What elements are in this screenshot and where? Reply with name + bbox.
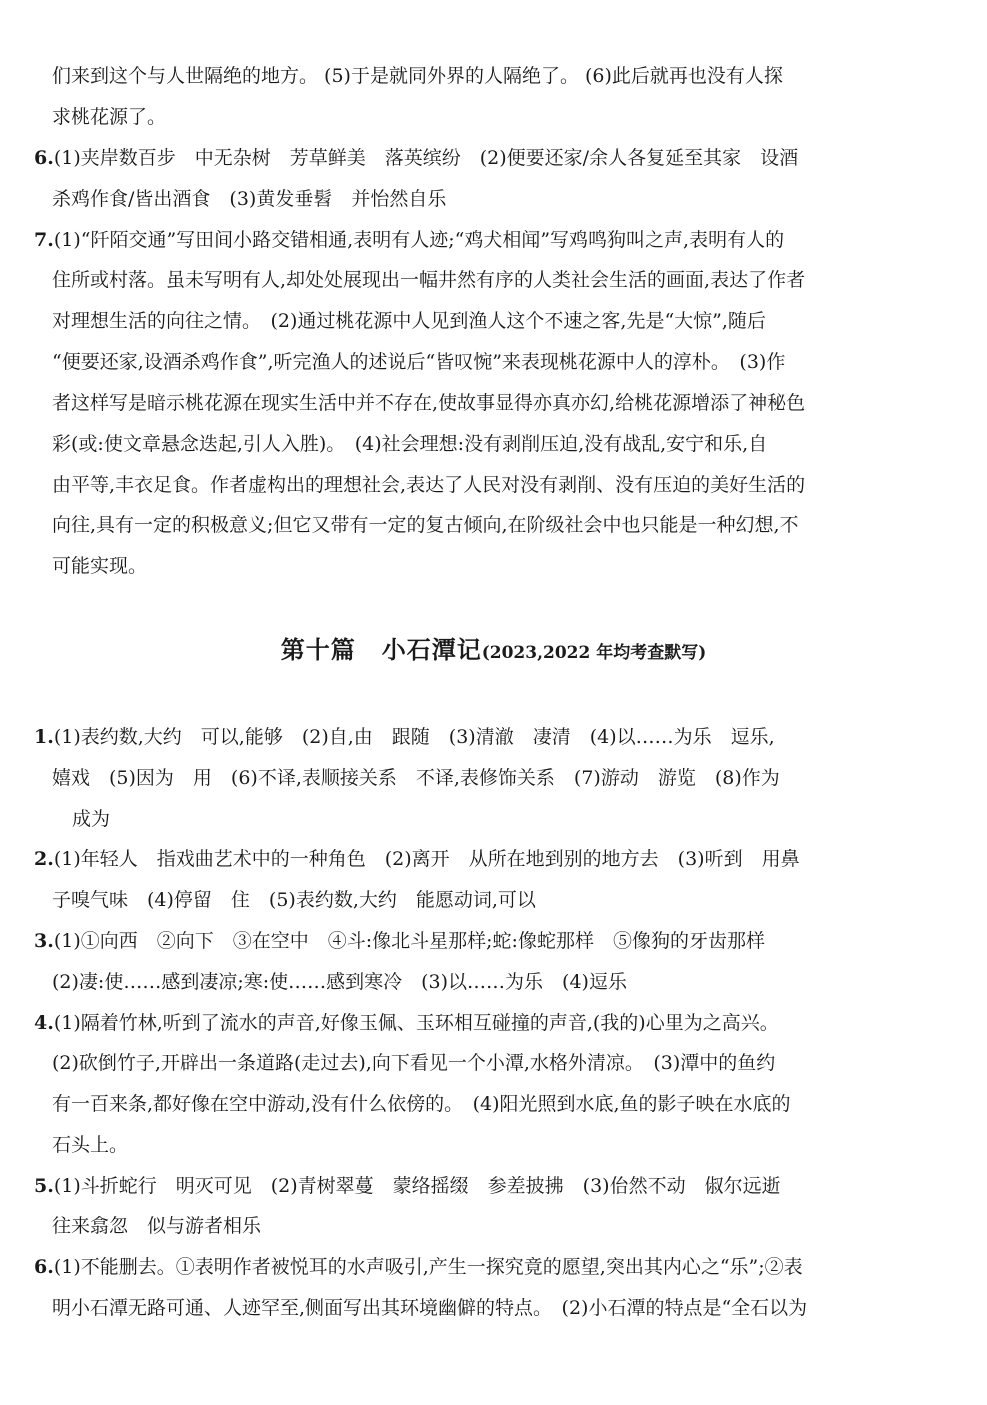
item-number: 4. xyxy=(34,1012,54,1034)
answer-line: 彩(或:使文章悬念迭起,引人入胜)。 (4)社会理想:没有剥削压迫,没有战乱,安宁和乐,自 xyxy=(52,433,768,455)
answer-line: (2)砍倒竹子,开辟出一条道路(走过去),向下看见一个小潭,水格外清凉。 (3)潭中的鱼约 xyxy=(52,1052,776,1074)
answer-text: (1)年轻人 指戏曲艺术中的一种角色 (2)离开 从所在地到别的地方去 (3)听到 用鼻 xyxy=(53,848,800,870)
answer-line: 有一百来条,都好像在空中游动,没有什么依傍的。 (4)阳光照到水底,鱼的影子映在水底的 xyxy=(52,1093,791,1115)
item-number: 7. xyxy=(34,229,54,251)
answer-line: 子嗅气味 (4)停留 住 (5)表约数,大约 能愿动词,可以 xyxy=(52,889,536,911)
answer-item-4 xyxy=(34,1010,779,1036)
answer-item-1 xyxy=(34,724,775,750)
answer-line: 往来翕忽 似与游者相乐 xyxy=(52,1215,262,1237)
answer-text: (1)“阡陌交通”写田间小路交错相通,表明有人迹;“鸡犬相闻”写鸡鸣狗叫之声,表明有人的 xyxy=(53,229,785,251)
answer-line: 住所或村落。虽未写明有人,却处处展现出一幅井然有序的人类社会生活的画面,表达了作者 xyxy=(52,269,806,291)
answer-line: 明小石潭无路可通、人迹罕至,侧面写出其环境幽僻的特点。 (2)小石潭的特点是“全石以为 xyxy=(52,1297,808,1319)
answer-item-6 xyxy=(34,1254,803,1280)
answer-text: (1)不能删去。①表明作者被悦耳的水声吸引,产生一探究竟的愿望,突出其内心之“乐”;②表 xyxy=(53,1256,803,1278)
answer-line: (2)凄:使……感到凄凉;寒:使……感到寒冷 (3)以……为乐 (4)逗乐 xyxy=(52,971,627,993)
answer-text: (1)斗折蛇行 明灭可见 (2)青树翠蔓 蒙络摇缀 参差披拂 (3)佁然不动 俶尔远逝 xyxy=(53,1175,781,1197)
answer-text: (1)表约数,大约 可以,能够 (2)自,由 跟随 (3)清澈 凄清 (4)以……为乐 逗乐, xyxy=(53,726,775,748)
answer-line: 可能实现。 xyxy=(52,555,148,577)
answer-line: 向往,具有一定的积极意义;但它又带有一定的复古倾向,在阶级社会中也只能是一种幻想,不 xyxy=(52,514,799,536)
answer-item-2 xyxy=(34,846,800,872)
section-note: (2023,2022 年均考查默写) xyxy=(481,643,707,663)
answer-line: “便要还家,设酒杀鸡作食”,听完渔人的述说后“皆叹惋”来表现桃花源中人的淳朴。 (3)作 xyxy=(52,351,786,373)
answer-item-3 xyxy=(34,928,765,954)
answer-line: 杀鸡作食/皆出酒食 (3)黄发垂髫 并怡然自乐 xyxy=(52,188,447,210)
answer-line: 者这样写是暗示桃花源在现实生活中并不存在,使故事显得亦真亦幻,给桃花源增添了神秘色 xyxy=(52,392,806,414)
continuation-line: 们来到这个与人世隔绝的地方。 (5)于是就同外界的人隔绝了。 (6)此后就再也没有人探 xyxy=(52,65,783,87)
answer-line: 石头上。 xyxy=(52,1134,129,1156)
section-title xyxy=(0,630,987,665)
answer-item-7-prev xyxy=(34,227,784,253)
continuation-line: 求桃花源了。 xyxy=(52,106,167,128)
section-number: 第十篇 xyxy=(280,635,356,664)
answer-item-6-prev xyxy=(34,145,798,171)
answer-item-5 xyxy=(34,1173,781,1199)
answer-line: 由平等,丰衣足食。作者虚构出的理想社会,表达了人民对没有剥削、没有压迫的美好生活的 xyxy=(52,474,806,496)
item-number: 6. xyxy=(34,1256,54,1278)
answer-line: 成为 xyxy=(72,808,111,830)
section-name: 小石潭记 xyxy=(381,635,482,664)
item-number: 5. xyxy=(34,1175,54,1197)
item-number: 6. xyxy=(34,147,54,169)
answer-line: 嬉戏 (5)因为 用 (6)不译,表顺接关系 不译,表修饰关系 (7)游动 游览 (8)作为 xyxy=(52,767,780,789)
answer-line: 对理想生活的向往之情。 (2)通过桃花源中人见到渔人这个不速之客,先是“大惊”,随后 xyxy=(52,310,766,332)
item-number: 3. xyxy=(34,930,54,952)
answer-text: (1)①向西 ②向下 ③在空中 ④斗:像北斗星那样;蛇:像蛇那样 ⑤像狗的牙齿那样 xyxy=(53,930,765,952)
item-number: 2. xyxy=(34,848,54,870)
answer-text: (1)隔着竹林,听到了流水的声音,好像玉佩、玉环相互碰撞的声音,(我的)心里为之高兴。 xyxy=(53,1012,779,1034)
item-number: 1. xyxy=(34,726,54,748)
answer-text: (1)夹岸数百步 中无杂树 芳草鲜美 落英缤纷 (2)便要还家/余人各复延至其家 设酒 xyxy=(53,147,799,169)
